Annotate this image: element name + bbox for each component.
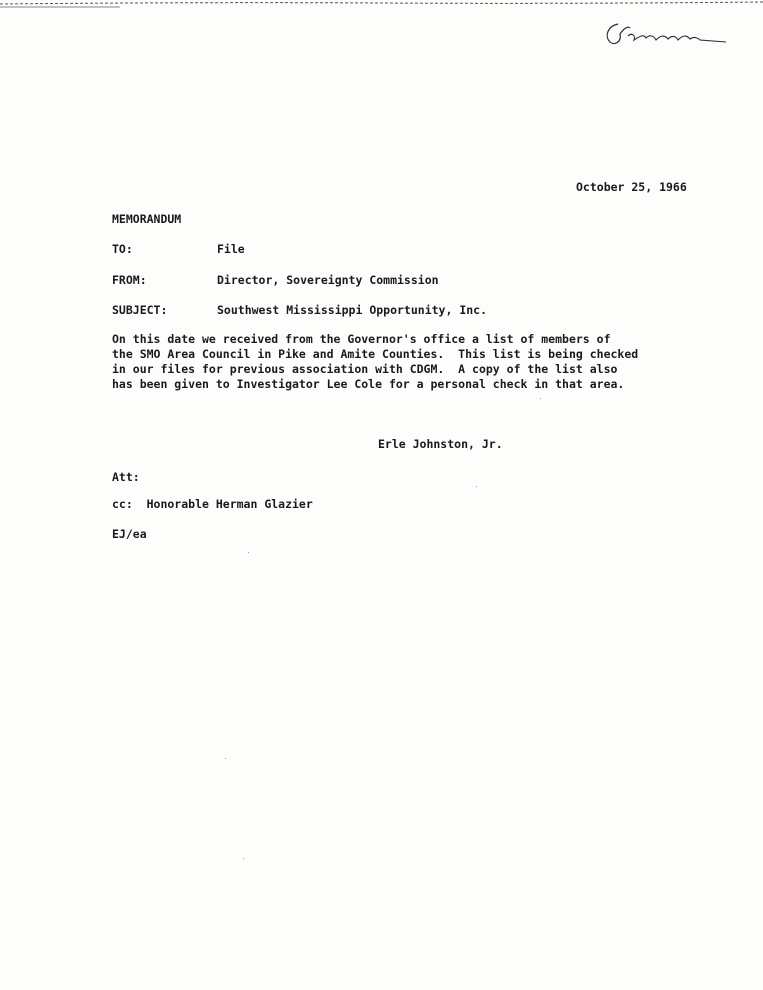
memo-type: MEMORANDUM	[112, 212, 182, 226]
body-line: in our files for previous association with CDGM. A copy of the list also	[112, 362, 618, 376]
memo-body	[112, 332, 638, 392]
scan-speck	[248, 552, 249, 553]
body-line: has been given to Investigator Lee Cole for a personal check in that area.	[112, 377, 625, 391]
subject-value: Southwest Mississippi Opportunity, Inc.	[217, 303, 488, 317]
from-value: Director, Sovereignty Commission	[217, 273, 439, 287]
typist-initials: EJ/ea	[112, 527, 147, 541]
body-line: the SMO Area Council in Pike and Amite Counties. This list is being checked	[112, 347, 639, 361]
to-value: File	[217, 242, 245, 256]
memo-date: October 25, 1966	[576, 180, 687, 194]
scan-speck	[540, 398, 541, 399]
cc-line: cc: Honorable Herman Glazier	[112, 497, 313, 511]
body-line: On this date we received from the Governor's office a list of members of	[112, 332, 611, 346]
from-label: FROM:	[112, 273, 147, 287]
scan-edge	[0, 0, 763, 10]
subject-label: SUBJECT:	[112, 303, 168, 317]
to-label: TO:	[112, 242, 133, 256]
attachment-label: Att:	[112, 470, 140, 484]
scan-speck	[243, 858, 244, 859]
signer-name: Erle Johnston, Jr.	[378, 437, 503, 451]
scan-speck	[476, 486, 477, 487]
handwritten-note	[600, 14, 730, 54]
scan-speck	[225, 758, 226, 759]
